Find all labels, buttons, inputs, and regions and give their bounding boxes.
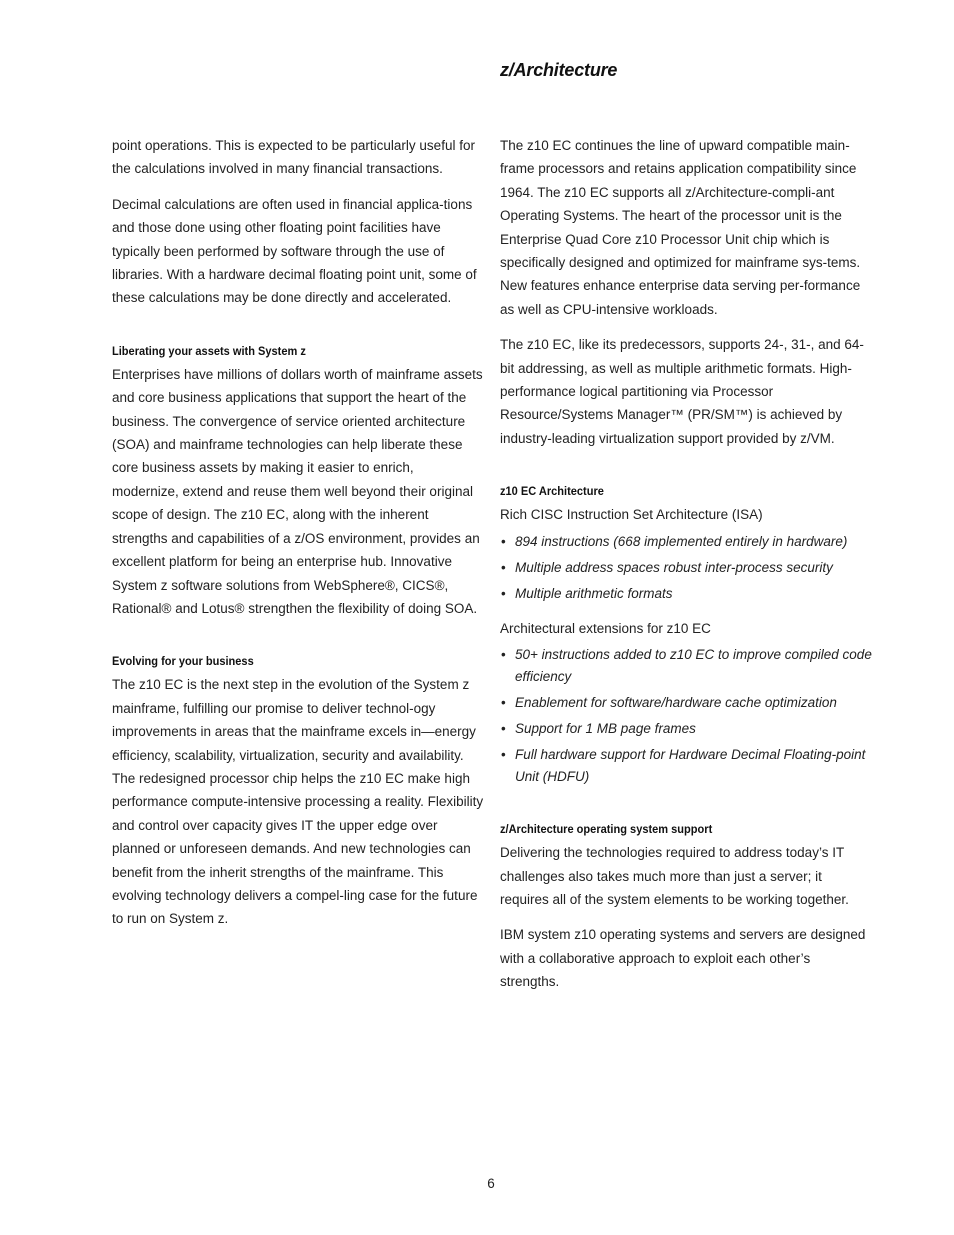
list-item [500,744,872,788]
bullet-icon: • [501,533,506,549]
page-title: z/Architecture [500,60,618,80]
list-item-text: Support for 1 MB page frames [515,721,696,737]
list-intro: Architectural extensions for z10 EC [500,620,711,636]
list-item [500,692,872,714]
paragraph: Enterprises have millions of dollars worth of mainframe assets and core business applications that support the heart of the business. The convergence of service oriented architecture (SOA) and mainframe technologies can help liberate these core business assets by making it easier to enrich, modernize, extend and reuse them well beyond their original scope of design. The z10 EC, along with the inherent strengths and capabilities of a z/OS environment, provides an excellent platform for being an enterprise hub. Innovative System z software solutions from WebSphere®, CICS®, Rational® and Lotus® strengthen the flexibility of doing SOA. [112,366,483,616]
paragraph: point operations. This is expected to be particularly useful for the calculations involved in many financial transactions. [112,138,475,177]
list-item [500,644,872,688]
paragraph: IBM system z10 operating systems and servers are designed with a collaborative approach to exploit each other’s strengths. [500,927,866,990]
bullet-icon: • [501,647,506,663]
bullet-icon: • [501,559,506,575]
bullet-icon: • [501,585,506,601]
paragraph: Decimal calculations are often used in financial applica-tions and those done using other floating point facilities have typically been performed by software through the use of libraries. With a hardware decimal floating point unit, some of these calculations may be done directly and accelerated. [112,196,477,306]
section-heading: z10 EC Architecture [500,484,604,499]
list-item [500,531,872,553]
extensions-list [500,644,872,788]
list-intro: Rich CISC Instruction Set Architecture (ISA) [500,507,763,523]
list-item-text: 50+ instructions added to z10 EC to improve compiled code efficiency [515,647,872,685]
paragraph: The z10 EC continues the line of upward compatible main-frame processors and retains application compatibility since 1964. The z10 EC supports all z/Architecture-compli-ant Operating Systems. The heart of the processor unit is the Enterprise Quad Core z10 Processor Unit chip which is specifically designed and optimized for mainframe sys-tems. New features enhance enterprise data serving per-formance as well as CPU-intensive workloads. [500,138,861,317]
bullet-icon: • [501,695,506,711]
list-item-text: Multiple address spaces robust inter-process security [515,559,833,575]
left-column [112,134,484,943]
bullet-icon: • [501,721,506,737]
section-heading: Liberating your assets with System z [112,343,306,358]
list-item [500,557,872,579]
isa-list [500,531,872,605]
list-item-text: Multiple arithmetic formats [515,585,673,601]
page-number: 6 [487,1176,495,1191]
list-item-text: 894 instructions (668 implemented entirely in hardware) [515,533,848,549]
list-item [500,718,872,740]
right-column [500,134,872,1006]
paragraph: Delivering the technologies required to address today’s IT challenges also takes much more than just a server; it requires all of the system elements to be working together. [500,845,849,907]
section-heading: z/Architecture operating system support [500,822,713,837]
list-item-text: Full hardware support for Hardware Decimal Floating-point Unit (HDFU) [515,747,866,785]
paragraph: The z10 EC, like its predecessors, supports 24-, 31-, and 64-bit addressing, as well as multiple arithmetic formats. High-performance logical partitioning via Processor Resource/Systems Manager™ (PR/SM™) is achieved by industry-leading virtualization support provided by z/VM. [500,337,864,446]
list-item-text: Enablement for software/hardware cache optimization [515,695,837,711]
list-item [500,583,872,605]
paragraph: The z10 EC is the next step in the evolution of the System z mainframe, fulfilling our promise to deliver technol-ogy improvements in areas that the mainframe excels in—energy efficiency, scalability, virtualization, security and availability. The redesigned processor chip helps the z10 EC make high performance compute-intensive processing a reality. Flexibility and control over capacity gives IT the upper edge over planned or unforeseen demands. And new technologies can benefit from the inherit strengths of the mainframe. This evolving technology delivers a compel-ling case for the future to run on System z. [112,677,484,927]
bullet-icon: • [501,747,506,763]
section-heading: Evolving for your business [112,654,254,669]
